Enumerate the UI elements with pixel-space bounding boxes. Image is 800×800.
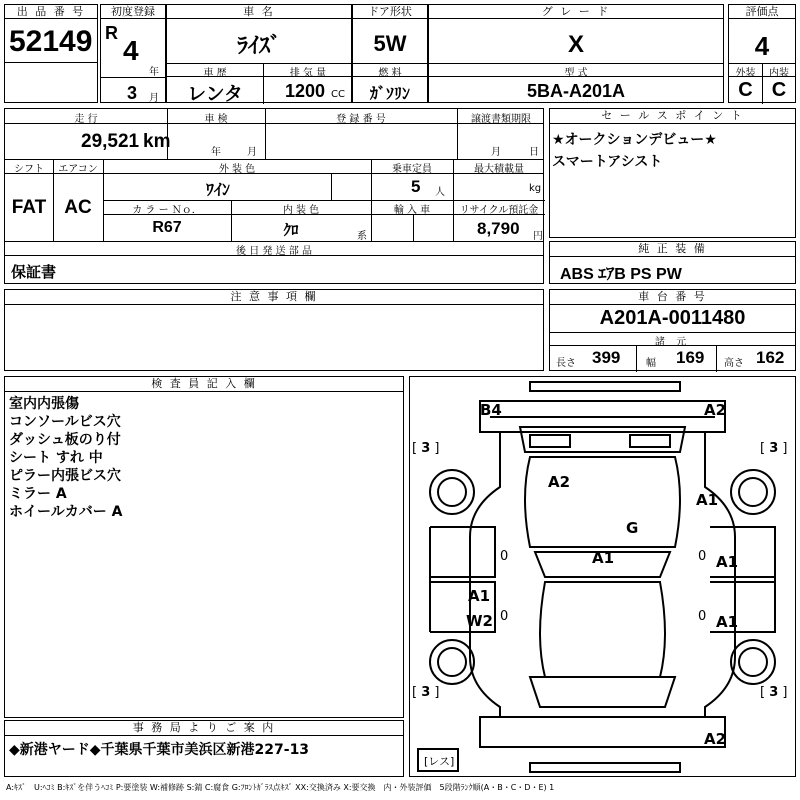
spare-tire: [レス]: [424, 755, 455, 768]
inspection-year: 年: [211, 147, 221, 158]
interior-label: 内装: [769, 68, 789, 79]
int-color: ｸﾛ: [283, 222, 299, 239]
length: 399: [592, 348, 621, 367]
exterior-score: C: [738, 79, 753, 101]
fuel-label: 燃 料: [378, 68, 402, 79]
lot-number-label: 出 品 番 号: [5, 5, 97, 19]
zero-left-1: 0: [500, 549, 509, 564]
inspector-line-2: コンソールビス穴: [9, 414, 121, 430]
equipment-label: 純 正 装 備: [550, 242, 795, 257]
model-label: 型 式: [564, 68, 588, 79]
lot-number: 52149: [9, 25, 93, 58]
displacement-unit: CC: [331, 89, 345, 100]
first-registration-box: [100, 4, 166, 103]
sales-point-box: [549, 108, 796, 238]
sales-point-line-2: スマートアシスト: [552, 154, 663, 170]
width-label: 幅: [646, 358, 656, 369]
legend: A:ｷｽﾞ U:ﾍｺﾐ B:ｷｽﾞを伴うﾍｺﾐ P:要塗装 W:補修跡 S:錆 C:腐食 G:ﾌﾛﾝﾄｶﾞﾗｽ点ｷｽﾞ XX:交換済み X:要交換 内・外装評価 5段階ﾗﾝｸ順(A・B・C・D・E) 1: [6, 783, 555, 792]
zero-left-2: 0: [500, 609, 509, 624]
car-name-label: 車 名: [167, 5, 351, 19]
reg-number-label: 登 録 番 号: [336, 114, 386, 125]
inspector-line-7: ホイールカバー A: [9, 504, 123, 520]
grade-box: [428, 4, 724, 103]
equipment: ABS ｴｱB PS PW: [560, 266, 682, 283]
mark-glass: G: [626, 519, 639, 537]
mark-right-front-door: A1: [716, 613, 739, 631]
grade-label: グ レ ー ド: [429, 5, 723, 19]
history-label: 車 歴: [203, 68, 227, 79]
era: R: [105, 23, 118, 43]
recycle-unit: 円: [533, 231, 543, 242]
model: 5BA-A201A: [526, 81, 626, 101]
spec-label: 諸 元: [654, 337, 691, 348]
chassis-number: A201A-0011480: [599, 307, 746, 329]
inspector-line-4: シート すれ 中: [9, 450, 103, 466]
mark-front-bumper: A2: [704, 730, 727, 748]
recycle: 8,790: [477, 219, 520, 238]
vehicle-info-box: [4, 108, 544, 284]
zero-right-1: 0: [698, 549, 707, 564]
mark-rear-right: A2: [704, 401, 727, 419]
recycle-label: リサイクル預託金: [459, 205, 539, 216]
transfer-month: 月: [491, 147, 501, 158]
lot-number-box: [4, 4, 98, 103]
ac-label: エアコン: [58, 164, 98, 175]
door: 5W: [373, 31, 407, 56]
ext-color: ﾜｲﾝ: [205, 182, 230, 199]
tread-rear-left: [ 3 ]: [412, 441, 440, 456]
door-box: [352, 4, 428, 103]
door-label: ドア形状: [353, 5, 427, 19]
capacity: 5: [411, 177, 421, 196]
color-no-label: カ ラ ー Ｎｏ．: [132, 205, 202, 216]
ext-color-label: 外 装 色: [218, 164, 256, 175]
mark-roof: A2: [548, 473, 571, 491]
equipment-box: [549, 241, 796, 284]
mark-right-rear-door: A1: [716, 553, 739, 571]
mark-rear-left: B4: [480, 401, 502, 419]
score-label: 評価点: [729, 5, 795, 19]
height: 162: [756, 348, 785, 367]
later-parts: 保証書: [11, 263, 57, 281]
inspector-line-6: ミラー A: [9, 486, 67, 502]
mileage-unit: km: [143, 131, 171, 152]
interior-score: C: [771, 79, 787, 101]
fuel: ｶﾞｿﾘﾝ: [369, 86, 410, 103]
car-outline: [410, 377, 795, 776]
mark-left-front-door: A1: [468, 587, 491, 605]
shift-label: シフト: [14, 164, 44, 175]
color-no: R67: [152, 219, 182, 236]
inspection-month: 月: [247, 147, 257, 158]
inspector-line-3: ダッシュ板のり付: [9, 432, 121, 448]
tread-rear-right: [ 3 ]: [760, 441, 788, 456]
tread-front-left: [ 3 ]: [412, 685, 440, 700]
grade: X: [567, 31, 584, 58]
displacement: 1200: [285, 81, 326, 101]
car-name-box: [166, 4, 352, 103]
sales-point-label: セ ー ル ス ポ イ ン ト: [550, 109, 795, 124]
inspector-box: [4, 376, 404, 718]
sales-point-line-1: ★オークションデビュー★: [552, 132, 717, 148]
capacity-unit: 人: [435, 187, 445, 198]
car-name: ﾗｲｽﾞ: [236, 33, 281, 58]
int-color-label: 内 装 色: [282, 205, 320, 216]
exterior-label: 外装: [735, 68, 756, 79]
capacity-label: 乗車定員: [392, 164, 432, 175]
mileage: 29,521: [81, 131, 140, 152]
first-registration-label: 初度登録: [101, 5, 165, 19]
mark-hood: A1: [592, 549, 615, 567]
office-box: [4, 720, 404, 777]
displacement-label: 排 気 量: [289, 68, 327, 79]
zero-right-2: 0: [698, 609, 707, 624]
chassis-label: 車 台 番 号: [550, 290, 795, 305]
history: レンタ: [187, 84, 243, 105]
office-label: 事 務 局 よ り ご 案 内: [5, 721, 403, 736]
month-unit: 月: [149, 93, 159, 104]
notes-label: 注 意 事 項 欄: [5, 290, 543, 305]
import-label: 輸 入 車: [393, 205, 431, 216]
mileage-label: 走 行: [74, 114, 98, 125]
office-text: ◆新港ヤード◆千葉県千葉市美浜区新港227-13: [9, 742, 310, 758]
mark-right-rear-fender: A1: [696, 491, 719, 509]
inspector-line-5: ピラー内張ビス穴: [9, 468, 121, 484]
inspector-line-1: 室内内張傷: [9, 396, 79, 412]
later-parts-label: 後 日 発 送 部 品: [236, 246, 312, 257]
notes-box: [4, 289, 544, 371]
transfer-day: 日: [529, 147, 539, 158]
mark-left-w: W2: [466, 612, 493, 630]
length-label: 長さ: [556, 358, 576, 369]
score-box: [728, 4, 796, 103]
height-label: 高さ: [724, 358, 744, 369]
year-unit: 年: [149, 67, 159, 78]
tread-front-right: [ 3 ]: [760, 685, 788, 700]
shift: FAT: [11, 197, 47, 218]
reg-month: 3: [127, 83, 138, 103]
transfer-deadline-label: 譲渡書類期限: [471, 114, 531, 125]
inspection-label: 車 検: [204, 114, 228, 125]
width: 169: [676, 348, 705, 367]
chassis-box: [549, 289, 796, 371]
inspector-label: 検 査 員 記 入 欄: [5, 377, 403, 392]
int-color-unit: 系: [357, 231, 367, 242]
score: 4: [754, 31, 770, 61]
reg-year: 4: [123, 35, 139, 66]
ac: AC: [64, 197, 92, 218]
damage-diagram: [409, 376, 796, 777]
load-unit: kg: [529, 183, 542, 194]
max-load-label: 最大積載量: [474, 164, 524, 175]
